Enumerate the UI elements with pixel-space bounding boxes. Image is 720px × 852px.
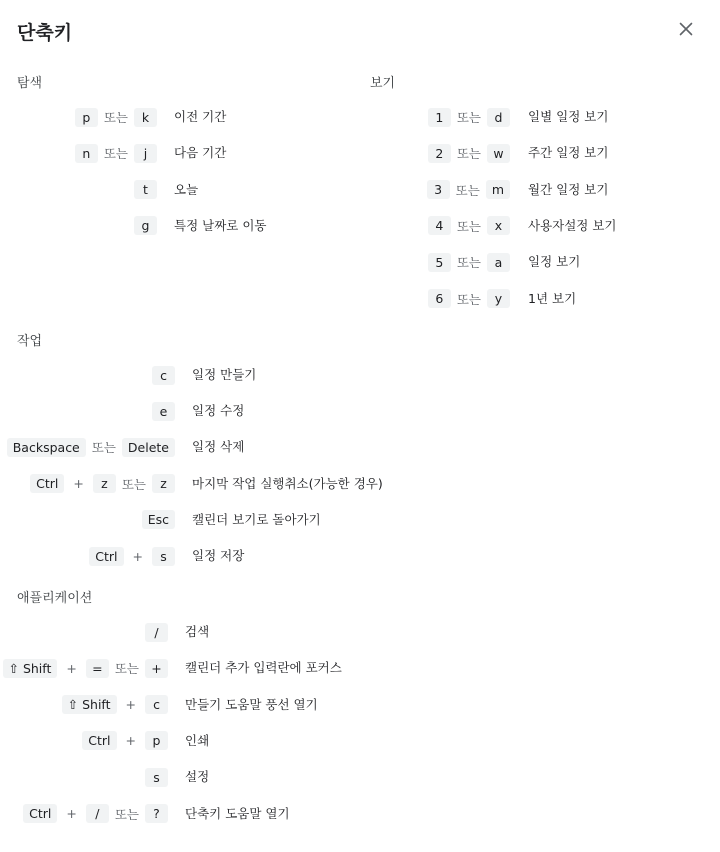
or-separator: 또는 <box>456 291 481 307</box>
key-cap: k <box>134 108 157 127</box>
key-cap: s <box>152 547 175 566</box>
key-cap: 5 <box>428 253 451 272</box>
plus-separator: + <box>66 806 77 821</box>
shortcut-description: 검색 <box>185 624 210 639</box>
or-separator: 또는 <box>456 255 481 271</box>
key-cap: 2 <box>428 144 451 163</box>
shortcut-row <box>0 804 720 824</box>
plus-separator: + <box>73 476 84 492</box>
key-cap: = <box>86 659 109 678</box>
shortcut-keys <box>428 107 510 127</box>
shortcut-description: 단축키 도움말 열기 <box>185 805 290 821</box>
key-cap: y <box>487 289 510 308</box>
shortcut-description: 마지막 작업 실행취소(가능한 경우) <box>192 475 383 491</box>
shortcut-keys <box>82 731 168 751</box>
shortcut-description: 인쇄 <box>185 732 210 748</box>
or-separator: 또는 <box>114 806 139 822</box>
shortcut-row <box>0 622 720 642</box>
or-separator: 또는 <box>456 110 481 125</box>
shortcut-row <box>0 289 720 309</box>
shortcut-row <box>0 658 720 678</box>
key-cap: j <box>134 144 157 163</box>
shortcut-row <box>0 767 720 787</box>
section-title-application: 애플리케이션 <box>17 591 93 606</box>
key-cap: x <box>487 216 510 235</box>
shortcut-description: 만들기 도움말 풍선 열기 <box>185 696 318 712</box>
close-icon <box>679 22 693 36</box>
shortcut-keys <box>30 474 175 494</box>
key-cap: 1 <box>428 108 451 127</box>
key-cap: ⇧ Shift <box>62 695 117 714</box>
key-cap: 6 <box>428 289 451 308</box>
section-title-navigation: 탐색 <box>17 76 43 91</box>
shortcut-description: 일정 수정 <box>192 403 245 419</box>
plus-separator: + <box>125 733 136 749</box>
shortcut-row <box>0 107 720 127</box>
shortcut-row <box>0 546 720 566</box>
key-cap: ⇧ Shift <box>3 659 58 678</box>
shortcut-description: 일정 만들기 <box>192 367 257 382</box>
or-separator: 또는 <box>456 218 481 234</box>
shortcut-description: 일별 일정 보기 <box>528 109 609 124</box>
shortcut-keys <box>89 546 175 566</box>
shortcut-keys <box>427 180 510 200</box>
shortcut-row <box>0 474 720 494</box>
shortcut-description: 이전 기간 <box>174 109 227 124</box>
shortcut-description: 월간 일정 보기 <box>528 181 609 197</box>
shortcut-description: 사용자설정 보기 <box>528 217 617 233</box>
or-separator: 또는 <box>455 182 480 198</box>
or-separator: 또는 <box>103 110 128 125</box>
shortcut-row <box>0 216 720 236</box>
shortcut-row <box>0 695 720 715</box>
key-cap: Ctrl <box>89 547 123 566</box>
shortcut-row <box>0 401 720 421</box>
key-cap: d <box>487 108 510 127</box>
or-separator: 또는 <box>456 146 481 162</box>
shortcut-description: 특정 날짜로 이동 <box>174 217 267 233</box>
dialog-title: 단축키 <box>17 22 73 44</box>
key-cap: / <box>86 804 109 823</box>
key-cap: / <box>145 623 168 642</box>
section-title-actions: 작업 <box>17 334 43 349</box>
key-cap: p <box>75 108 98 127</box>
key-cap: + <box>145 659 168 678</box>
key-cap: p <box>145 731 168 750</box>
key-cap: 3 <box>427 180 450 199</box>
key-cap: 4 <box>428 216 451 235</box>
shortcut-keys <box>145 622 168 642</box>
shortcut-keys <box>62 695 168 715</box>
or-separator: 또는 <box>114 661 139 677</box>
shortcut-row <box>0 252 720 272</box>
close-button[interactable] <box>672 15 700 43</box>
key-cap: Ctrl <box>30 474 64 493</box>
shortcut-keys <box>428 216 510 236</box>
shortcut-keys <box>152 365 175 385</box>
key-cap: e <box>152 402 175 421</box>
or-separator: 또는 <box>91 440 116 456</box>
or-separator: 또는 <box>121 476 146 492</box>
shortcut-description: 오늘 <box>174 181 199 197</box>
key-cap: Delete <box>122 438 175 457</box>
shortcut-row <box>0 731 720 751</box>
key-cap: t <box>134 180 157 199</box>
shortcut-keys <box>428 252 510 272</box>
or-separator: 또는 <box>103 146 128 162</box>
shortcut-row <box>0 143 720 163</box>
key-cap: n <box>75 144 98 163</box>
key-cap: g <box>134 216 157 235</box>
shortcut-description: 캘린더 추가 입력란에 포커스 <box>185 660 342 676</box>
shortcut-keys <box>145 767 168 787</box>
shortcut-keys <box>142 510 175 530</box>
shortcut-row <box>0 437 720 457</box>
shortcut-description: 설정 <box>185 769 210 785</box>
key-cap: ? <box>145 804 168 823</box>
shortcut-description: 일정 저장 <box>192 548 245 563</box>
shortcut-description: 일정 삭제 <box>192 439 245 455</box>
shortcut-keys <box>7 437 175 457</box>
plus-separator: + <box>66 660 77 676</box>
key-cap: z <box>152 474 175 493</box>
key-cap: m <box>486 180 510 199</box>
shortcut-row <box>0 180 720 200</box>
plus-separator: + <box>125 697 136 713</box>
shortcut-keys <box>428 289 510 309</box>
shortcut-row <box>0 365 720 385</box>
key-cap: s <box>145 768 168 787</box>
plus-separator: + <box>132 548 143 564</box>
shortcut-keys <box>152 401 175 421</box>
key-cap: z <box>93 474 116 493</box>
key-cap: Esc <box>142 510 175 529</box>
key-cap: a <box>487 253 510 272</box>
key-cap: w <box>487 144 510 163</box>
shortcut-description: 일정 보기 <box>528 254 581 270</box>
shortcut-description: 주간 일정 보기 <box>528 145 609 161</box>
key-cap: Ctrl <box>23 804 57 823</box>
key-cap: Backspace <box>7 438 86 457</box>
shortcut-description: 캘린더 보기로 돌아가기 <box>192 511 321 527</box>
shortcut-row <box>0 510 720 530</box>
shortcut-description: 다음 기간 <box>174 145 227 161</box>
section-title-view: 보기 <box>370 76 396 91</box>
shortcut-description: 1년 보기 <box>528 290 577 306</box>
shortcut-keys <box>428 143 510 163</box>
key-cap: Ctrl <box>82 731 116 750</box>
key-cap: c <box>145 695 168 714</box>
key-cap: c <box>152 366 175 385</box>
shortcut-keys <box>23 804 168 824</box>
shortcut-keys <box>3 658 169 678</box>
